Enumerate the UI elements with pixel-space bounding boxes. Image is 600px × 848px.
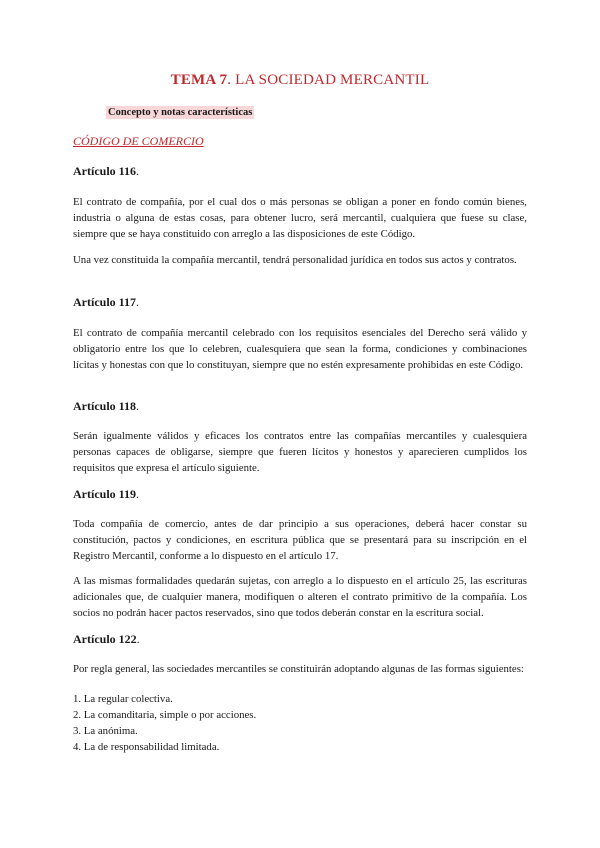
list-item: 1. La regular colectiva. xyxy=(73,693,173,705)
article-heading: Artículo 116. xyxy=(73,164,139,178)
article-paragraph: El contrato de compañía mercantil celebrado con los requisitos esenciales del Derecho será válido y obligatorio entre los que lo celebren, cualesquiera que sean la forma, condiciones y combinaciones lícitas y honestas con que lo constituyan, siempre que no estén expresamente prohibidas en este Código. xyxy=(73,327,527,371)
page-title xyxy=(0,72,600,89)
list-item: 4. La de responsabilidad limitada. xyxy=(73,741,220,753)
article-heading: Artículo 117. xyxy=(73,295,139,309)
article-heading: Artículo 119. xyxy=(73,487,139,501)
title-tema: TEMA 7 xyxy=(170,72,228,88)
article-paragraph: Una vez constituida la compañía mercantil, tendrá personalidad jurídica en todos sus actos y contratos. xyxy=(73,254,517,266)
title-rest: . LA SOCIEDAD MERCANTIL xyxy=(227,72,430,88)
article-heading: Artículo 118. xyxy=(73,399,139,413)
article-heading: Artículo 122. xyxy=(73,632,140,646)
list-item: 2. La comanditaria, simple o por acciones. xyxy=(73,709,257,721)
article-paragraph: Por regla general, las sociedades mercantiles se constituirán adoptando algunas de las formas siguientes: xyxy=(73,663,524,675)
article-paragraph: El contrato de compañía, por el cual dos o más personas se obligan a poner en fondo común bienes, industria o alguna de estas cosas, para obtener lucro, será mercantil, cualquiera que fuese su clase, siempre que se haya constituido con arreglo a las disposiciones de este Código. xyxy=(73,196,527,240)
section-subtitle: Concepto y notas características xyxy=(108,107,253,118)
article-paragraph: Serán igualmente válidos y eficaces los contratos entre las compañías mercantiles y cualesquiera personas capaces de obligarse, siempre que fueren lícitos y honestos y aparecieren cumplidos los requisitos que expresa el artículo siguiente. xyxy=(73,430,527,474)
article-paragraph: Toda compañía de comercio, antes de dar principio a sus operaciones, deberá hacer constar su constitución, pactos y condiciones, en escritura pública que se presentará para su inscripción en el Registro Mercantil, conforme a lo dispuesto en el artículo 17. xyxy=(73,518,527,562)
codigo-heading: CÓDIGO DE COMERCIO xyxy=(73,134,204,148)
article-paragraph: A las mismas formalidades quedarán sujetas, con arreglo a lo dispuesto en el artículo 25, las escrituras adicionales que, de cualquier manera, modifiquen o alteren el contrato primitivo de la compañía. Los socios no podrán hacer pactos reservados, sino que todos deberán constar en la escritura social. xyxy=(73,575,527,619)
list-item: 3. La anónima. xyxy=(73,725,138,737)
forms-list xyxy=(73,691,527,755)
